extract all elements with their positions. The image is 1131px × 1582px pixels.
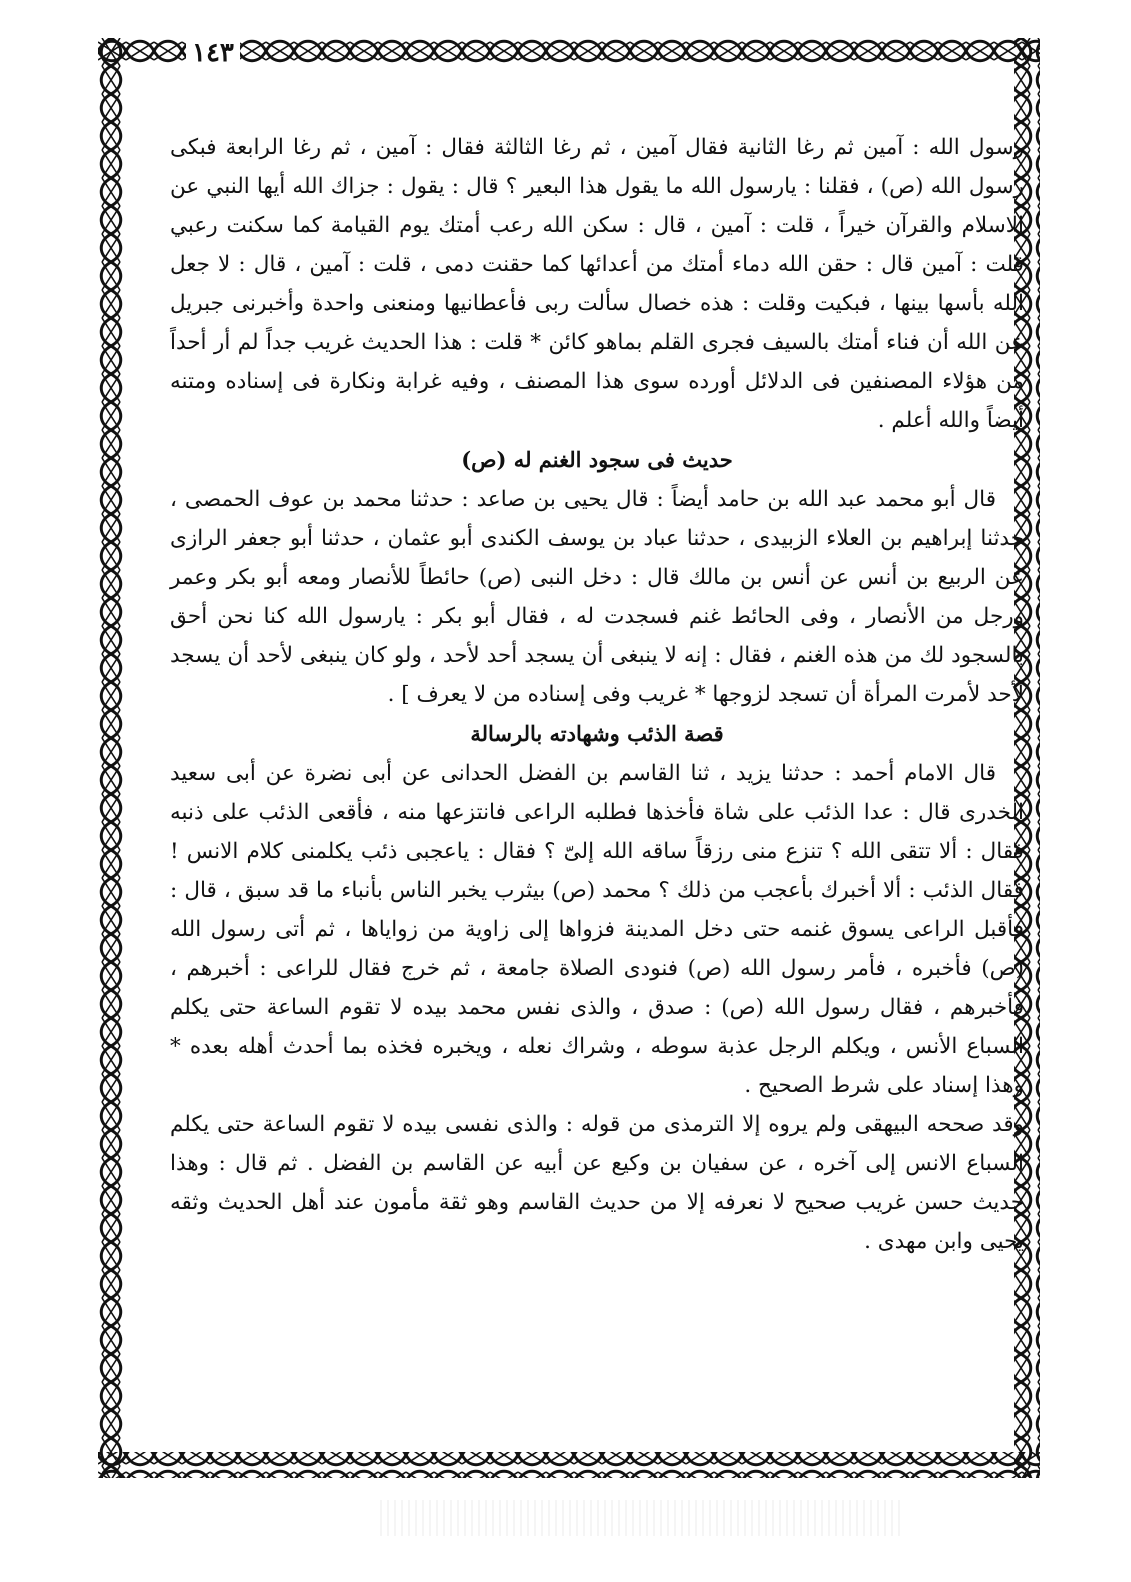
page-body (170, 128, 1024, 1448)
section-heading: حديث فى سجود الغنم له (ص) (461, 447, 733, 472)
scan-artifact (380, 1500, 900, 1536)
paragraph: رسول الله : آمين ثم رغا الثانية فقال آمين ، ثم رغا الثالثة فقال : آمين ، ثم رغا الرابعة فبكى رسول الله (ص) ، فقلنا : يارسول الله ما يقول هذا البعير ؟ قال : يقول : جزاك الله أيها النبي عن الاسلام والقرآن خيراً ، قلت : آمين ، قال : سكن الله رعب أمتك يوم القيامة كما سكنت رعبي قلت : آمين قال : حقن الله دماء أمتك من أعدائها كما حقنت دمى ، قلت : آمين ، قال : لا جعل الله بأسها بينها ، فبكيت وقلت : هذه خصال سألت ربى فأعطانيها ومنعنى واحدة وأخبرنى جبريل عن الله أن فناء أمتك بالسيف فجرى القلم بماهو كائن * قلت : هذا الحديث غريب جداً لم أر أحداً من هؤلاء المصنفين فى الدلائل أورده سوى هذا المصنف ، وفيه غرابة ونكارة فى إسناده ومتنه أيضاً والله أعلم . (170, 135, 1024, 433)
paragraph: قال أبو محمد عبد الله بن حامد أيضاً : قال يحيى بن صاعد : حدثنا محمد بن عوف الحمصى ، حدثنا إبراهيم بن العلاء الزبيدى ، حدثنا عباد بن يوسف الكندى أبو عثمان ، حدثنا أبو جعفر الرازى عن الربيع بن أنس عن أنس بن مالك قال : دخل النبى (ص) حائطاً للأنصار ومعه أبو بكر وعمر ورجل من الأنصار ، وفى الحائط غنم فسجدت له ، فقال أبو بكر : يارسول الله كنا نحن أحق بالسجود لك من هذه الغنم ، فقال : إنه لا ينبغى أن يسجد أحد لأحد ، ولو كان ينبغى لأحد أن يسجد لأحد لأمرت المرأة أن تسجد لزوجها * غريب وفى إسناده من لا يعرف ] . (170, 487, 1024, 707)
paragraph: قال الامام أحمد : حدثنا يزيد ، ثنا القاسم بن الفضل الحدانى عن أبى نضرة عن أبى سعيد الخدرى قال : عدا الذئب على شاة فأخذها فطلبه الراعى فانتزعها منه ، فأقعى الذئب على ذنبه فقال : ألا تتقى الله ؟ تنزع منى رزقاً ساقه الله إلىّ ؟ فقال : ياعجبى ذئب يكلمنى كلام الانس ! فقال الذئب : ألا أخبرك بأعجب من ذلك ؟ محمد (ص) بيثرب يخبر الناس بأنباء ما قد سبق ، قال : فأقبل الراعى يسوق غنمه حتى دخل المدينة فزواها إلى زاوية من زواياها ، ثم أتى رسول الله (ص) فأخبره ، فأمر رسول الله (ص) فنودى الصلاة جامعة ، ثم خرج فقال للراعى : أخبرهم ، فأخبرهم ، فقال رسول الله (ص) : صدق ، والذى نفس محمد بيده لا تقوم الساعة حتى يكلم السباع الأنس ، ويكلم الرجل عذبة سوطه ، وشراك نعله ، ويخبره فخذه بما أحدث أهله بعده * وهذا إسناد على شرط الصحيح . (170, 761, 1024, 1098)
paragraph: وقد صححه البيهقى ولم يروه إلا الترمذى من قوله : والذى نفسى بيده لا تقوم الساعة حتى يكلم السباع الانس إلى آخره ، عن سفيان بن وكيع عن أبيه عن القاسم بن الفضل . ثم قال : وهذا حديث حسن غريب صحيح لا نعرفه إلا من حديث القاسم وهو ثقة مأمون عند أهل الحديث وثقه يحيى وابن مهدى . (170, 1112, 1024, 1254)
section-heading: قصة الذئب وشهادته بالرسالة (470, 721, 724, 746)
page-number: ١٤٣ (186, 38, 240, 68)
